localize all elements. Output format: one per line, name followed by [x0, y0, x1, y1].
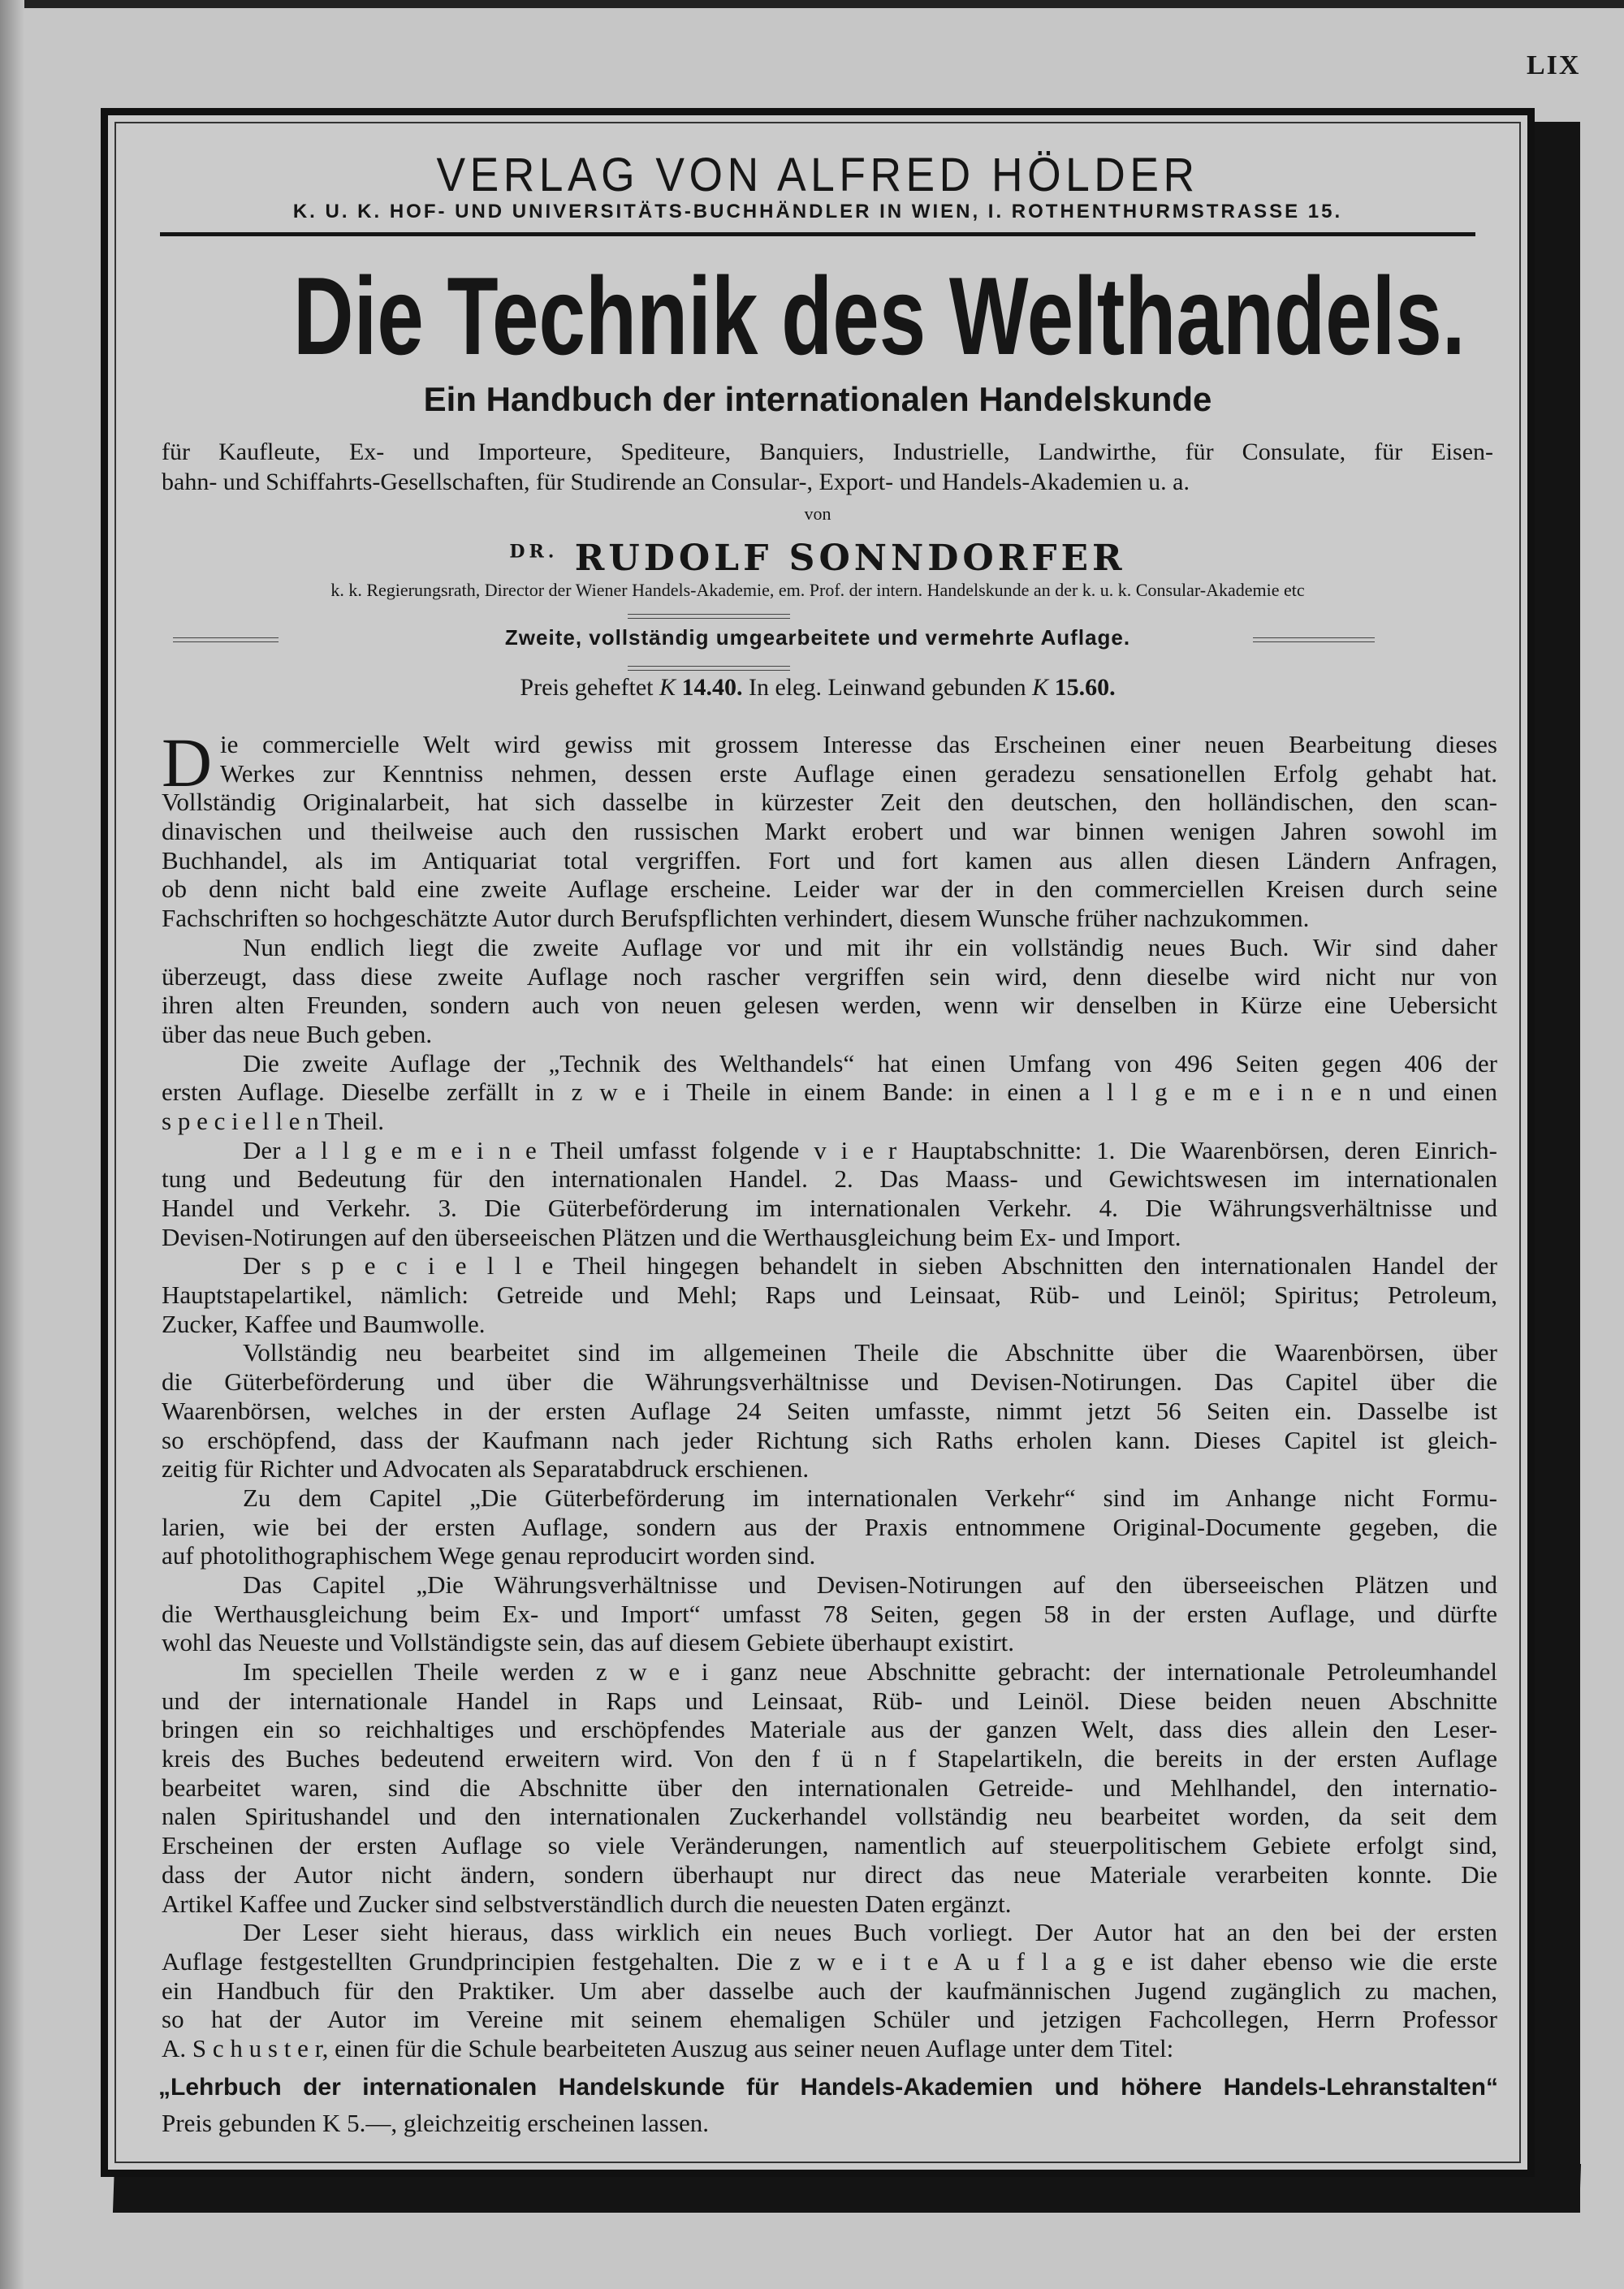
text-line: die Güterbeförderung und über die Währungsverhältnisse und Devisen-Notirungen. Das Capitel über die — [162, 1367, 1497, 1397]
text-line: ihren alten Freunden, sondern auch von neuen gelesen werden, wenn wir denselben in Kürze eine Uebersicht — [162, 991, 1497, 1020]
paragraph — [162, 1136, 1497, 1252]
text-line: dinavischen und theilweise auch den russischen Markt erobert und war binnen wenigen Jahren sowohl im — [162, 817, 1497, 846]
author-name-text: RUDOLF SONNDORFER — [574, 538, 1126, 579]
paragraph — [162, 1338, 1497, 1483]
text-line: Werkes zur Kenntniss nehmen, dessen erste Auflage einen geradezu sensationellen Erfolg gehabt hat. — [220, 758, 1497, 788]
book-subtitle: Ein Handbuch der internationalen Handelskunde — [423, 380, 1212, 418]
audience-line: bahn- und Schiffahrts-Gesellschaften, für Studirende an Consular-, Export- und Handels-Akademien u. a. — [162, 469, 1190, 495]
body-text — [162, 723, 1497, 2063]
text-line: bearbeitet waren, sind die Abschnitte über den internationalen Getreide- und Mehlhandel, den internatio- — [162, 1773, 1497, 1802]
text-line: s p e c i e l l e n Theil. — [162, 1106, 385, 1135]
text-line: Nun endlich liegt die zweite Auflage vor und mit ihr ein vollständig neues Buch. Wir sind daher — [243, 932, 1497, 961]
text-line: Vollständig neu bearbeitet sind im allgemeinen Theile die Abschnitte über die Waarenbörsen, über — [243, 1338, 1497, 1367]
publisher-address: K. U. K. HOF- UND UNIVERSITÄTS-BUCHHÄNDLER IN WIEN, I. ROTHENTHURMSTRASSE 15. — [292, 201, 1343, 222]
drop-cap: D — [162, 723, 213, 801]
text-line: die Werthausgleichung beim Ex- und Import“ umfasst 78 Seiten, gegen 58 in der ersten Auflage, und dürfte — [162, 1599, 1497, 1628]
price-line — [108, 674, 1527, 702]
text-line: Die zweite Auflage der „Technik des Welthandels“ hat einen Umfang von 496 Seiten gegen 406 der — [243, 1048, 1497, 1078]
text-line: Zu dem Capitel „Die Güterbeförderung im internationalen Verkehr“ sind im Anhange nicht Formu- — [243, 1483, 1497, 1512]
paragraph — [162, 1657, 1497, 1918]
edition-note: Zweite, vollständig umgearbeitete und vermehrte Auflage. — [504, 625, 1131, 650]
text-line: auf photolithographischem Wege genau reproducirt worden sind. — [162, 1541, 816, 1570]
paragraph — [162, 1918, 1497, 2062]
by-label: von — [804, 503, 831, 524]
text-line: so hat der Autor im Vereine mit seinem ehemaligen Schüler und jetzigen Fachcollegen, Herrn Professor — [162, 2005, 1497, 2034]
text-line: Devisen-Notirungen auf den überseeischen Plätzen und die Werthausgleichung beim Ex- und Import. — [162, 1222, 1181, 1251]
text-line: tung und Bedeutung für den internationalen Handel. 2. Das Maass- und Gewichtswesen im internationalen — [162, 1164, 1497, 1194]
text-line: nalen Spiritushandel und den internationalen Zuckerhandel vollständig neu bearbeitet worden, da seit dem — [162, 1802, 1497, 1831]
text-line: Fachschriften so hochgeschätzte Autor durch Berufspflichten verhindert, diesem Wunsche früher nachzukommen. — [162, 904, 1310, 933]
price-bound: 15.60. — [1054, 674, 1116, 701]
text-line: Das Capitel „Die Währungsverhältnisse und Devisen-Notirungen auf den überseeischen Plätzen und — [243, 1570, 1497, 1599]
text-line: überzeugt, dass diese zweite Auflage noch rascher vergriffen sein wird, denn dieselbe wird nicht nur von — [162, 961, 1497, 991]
text-line: Zucker, Kaffee und Baumwolle. — [162, 1309, 486, 1338]
text-line: Vollständig Originalarbeit, hat sich dasselbe in kürzester Zeit den deutschen, den holländischen, den scan- — [162, 788, 1497, 817]
text-line: Der s p e c i e l l e Theil hingegen behandelt in sieben Abschnitten den internationalen Handel der — [243, 1251, 1497, 1281]
ornament-rule — [628, 666, 790, 671]
text-line: bringen ein so reichhaltiges und erschöpfendes Materiale aus der ganzen Welt, dass dies allein den Leser- — [162, 1715, 1497, 1744]
text-line: A. S c h u s t e r, einen für die Schule bearbeiteten Auszug aus seiner neuen Auflage unter dem Titel: — [162, 2033, 1174, 2062]
school-edition-price: Preis gebunden K 5.—, gleichzeitig erscheinen lassen. — [162, 2109, 710, 2137]
text-line: larien, wie bei der ersten Auflage, sondern aus der Praxis entnommene Original-Documente gegeben, die — [162, 1512, 1497, 1541]
text-line: Buchhandel, als im Antiquariat total vergriffen. Fort und fort kamen aus allen diesen Ländern Anfragen, — [162, 845, 1497, 875]
page-number: LIX — [1527, 50, 1581, 80]
paragraph — [162, 933, 1497, 1049]
text-line: Der a l l g e m e i n e Theil umfasst folgende v i e r Hauptabschnitte: 1. Die Waarenbörsen, deren Einrich- — [243, 1135, 1497, 1164]
text-line: Der Leser sieht hieraus, dass wirklich ein neues Buch vorliegt. Der Autor hat an den bei der ersten — [243, 1918, 1497, 1947]
currency-symbol: K — [1032, 674, 1049, 701]
audience-line: für Kaufleute, Ex- und Importeure, Spediteure, Banquiers, Industrielle, Landwirthe, für Consulate, für Eisen- — [162, 438, 1493, 465]
publisher-name: VERLAG VON ALFRED HÖLDER — [436, 149, 1199, 201]
text-line: ersten Auflage. Dieselbe zerfällt in z w e i Theile in einem Bande: in einen a l l g e m e i n e n und einen — [162, 1078, 1497, 1107]
text-line: dass der Autor nicht ändern, sondern überhaupt nur direct das neue Materiale verarbeiten konnte. Die — [162, 1859, 1497, 1889]
text-line: über das neue Buch geben. — [162, 1019, 433, 1048]
text-line: so erschöpfend, dass der Kaufmann nach jeder Richtung sich Raths erholen kann. Dieses Capitel ist gleich- — [162, 1425, 1497, 1454]
author-name — [108, 538, 1527, 579]
price-stitched: 14.40. — [681, 674, 743, 701]
advertisement-frame — [101, 108, 1535, 2177]
text-line: zeitig für Richter und Advocaten als Separatabdruck erschienen. — [162, 1454, 810, 1484]
book-title-text: Die Technik des Welthandels. — [292, 254, 1466, 378]
text-line: Im speciellen Theile werden z w e i ganz neue Abschnitte gebracht: der internationale Petroleumhandel — [243, 1657, 1497, 1686]
text-line: Auflage festgestellten Grundprincipien festgehalten. Die z w e i t e A u f l a g e ist daher ebenso wie die erste — [162, 1946, 1497, 1976]
text-line: Waarenbörsen, welches in der ersten Auflage 24 Seiten umfasste, nimmt jetzt 56 Seiten ein. Dasselbe ist — [162, 1396, 1497, 1425]
paragraph — [162, 1570, 1497, 1657]
author-credentials: k. k. Regierungsrath, Director der Wiener Handels-Akademie, em. Prof. der intern. Handelskunde an der k. u. k. Consular-Akademie etc — [330, 580, 1305, 600]
text-line: ob denn nicht bald eine zweite Auflage erscheine. Leider war der in den commerciellen Kreisen durch seine — [162, 875, 1497, 904]
text-line: kreis des Buches bedeutend erweitern wird. Von den f ü n f Stapelartikeln, die bereits in der ersten Auflage — [162, 1744, 1497, 1773]
author-prefix: DR. — [509, 541, 559, 563]
price-stitched-label: Preis geheftet — [520, 674, 654, 701]
scan-left-edge — [0, 0, 24, 2289]
paragraph — [162, 1049, 1497, 1136]
text-line: Handel und Verkehr. 3. Die Güterbeförderung im internationalen Verkehr. 4. Die Währungsverhältnisse und — [162, 1194, 1497, 1222]
ornament-rule — [628, 614, 790, 619]
paragraph — [162, 723, 1497, 933]
scan-top-edge — [0, 0, 1624, 8]
text-line: ie commercielle Welt wird gewiss mit grossem Interesse das Erscheinen einer neuen Bearbeitung dieses — [220, 730, 1497, 758]
paragraph — [162, 1484, 1497, 1570]
text-line: und der internationale Handel in Raps und Leinsaat, Rüb- und Leinöl. Diese beiden neuen Abschnitte — [162, 1686, 1497, 1715]
price-bound-label: In eleg. Leinwand gebunden — [749, 674, 1026, 701]
text-line: wohl das Neueste und Vollständigste sein, das auf diesem Gebiete überhaupt existirt. — [162, 1628, 1015, 1657]
text-line: Erscheinen der ersten Auflage so viele Veränderungen, namentlich auf steuerpolitischem Gebiete erfolgt sind, — [162, 1831, 1497, 1860]
book-title — [108, 255, 1527, 377]
school-edition-title: „Lehrbuch der internationalen Handelskunde für Handels-Akademien und höhere Handels-Lehranstalten“ — [158, 2074, 1498, 2101]
text-line: Hauptstapelartikel, nämlich: Getreide und Mehl; Raps und Leinsaat, Rüb- und Leinöl; Spiritus; Petroleum, — [162, 1281, 1497, 1310]
paragraph — [162, 1251, 1497, 1338]
currency-symbol: K — [659, 674, 676, 701]
text-line: Artikel Kaffee und Zucker sind selbstverständlich durch die neuesten Daten ergänzt. — [162, 1889, 1012, 1918]
header-rule — [160, 232, 1475, 236]
text-line: ein Handbuch für den Praktiker. Um aber dasselbe auch der kaufmännischen Jugend zugänglich zu machen, — [162, 1976, 1497, 2005]
